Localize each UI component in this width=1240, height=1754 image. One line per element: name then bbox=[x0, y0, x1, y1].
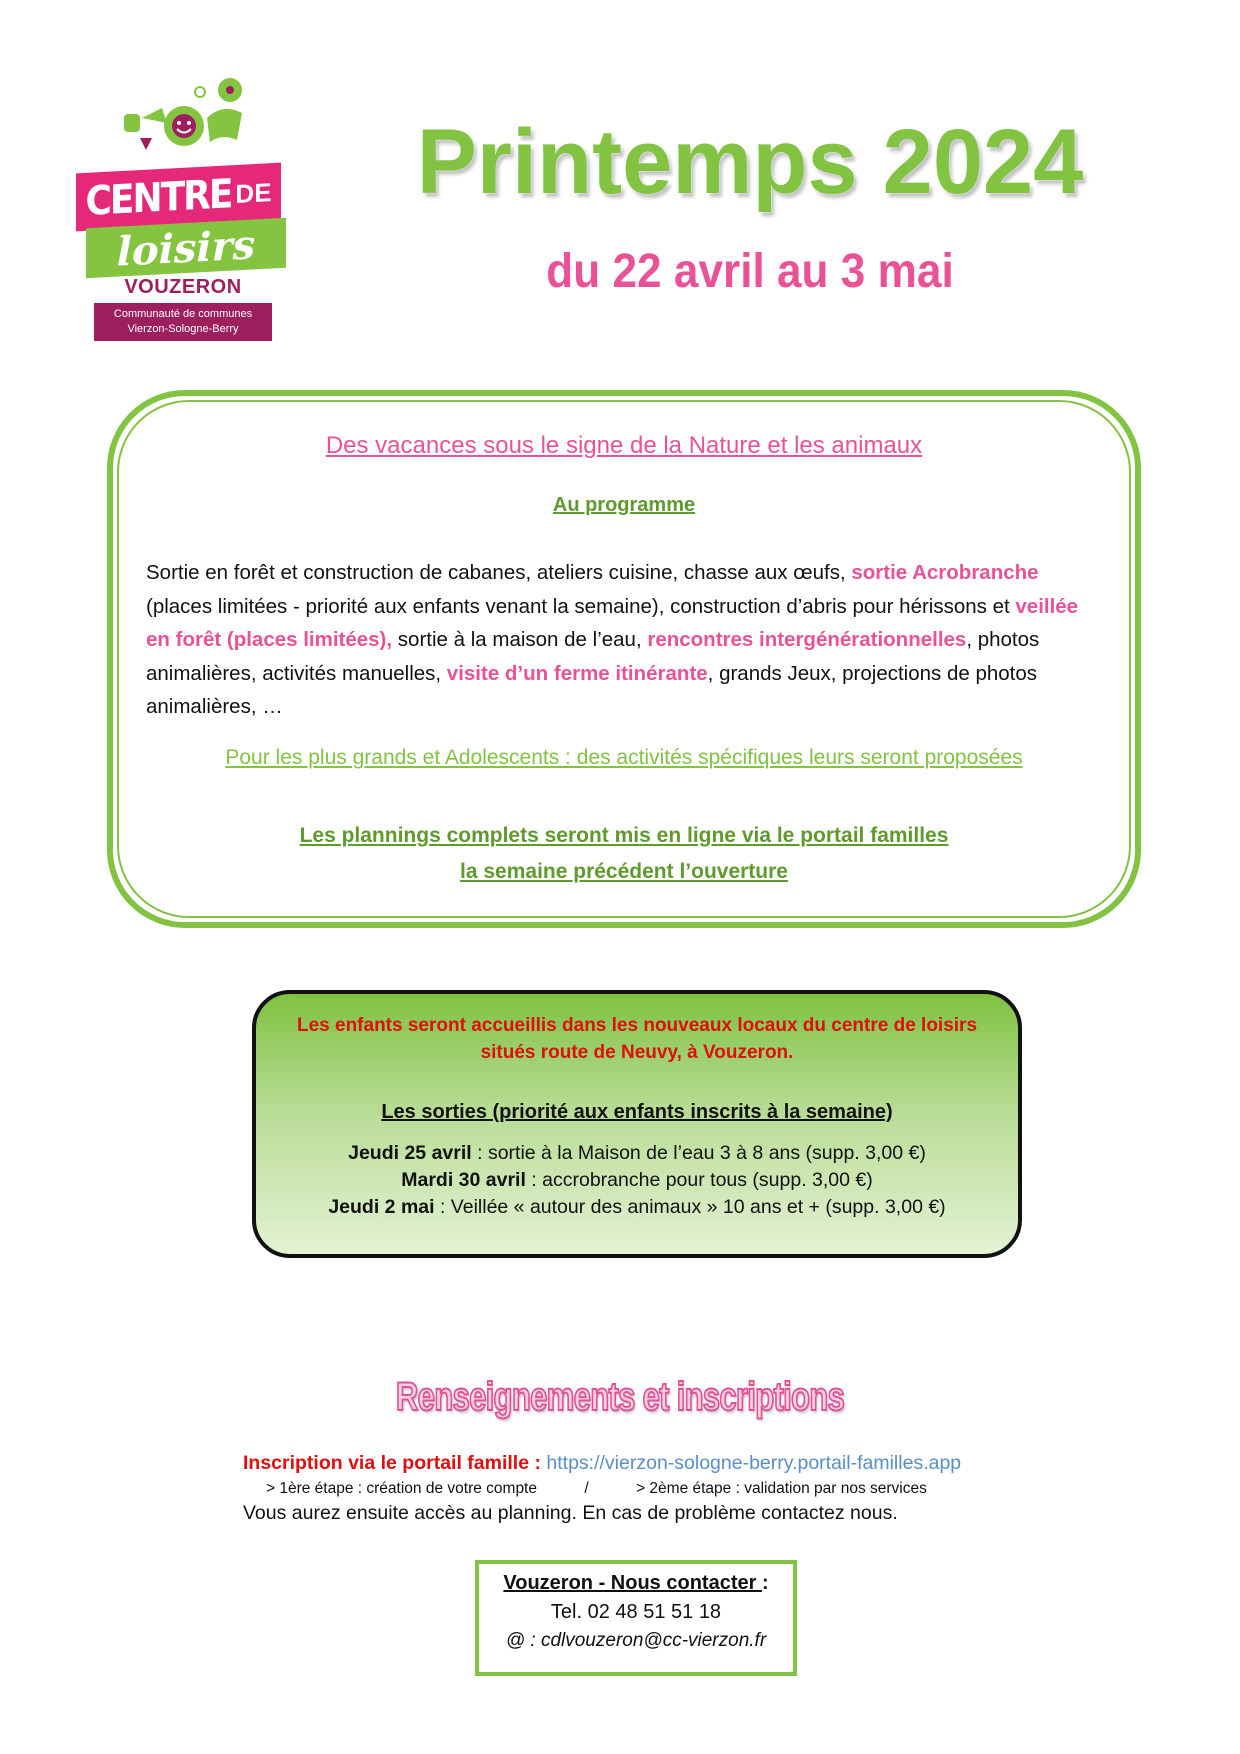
location-notice: Les enfants seront accueillis dans les nouveaux locaux du centre de loisirs situés route de Neuvy, à Vouzeron. bbox=[296, 1015, 978, 1063]
portal-link[interactable]: https://vierzon-sologne-berry.portail-familles.app bbox=[546, 1452, 962, 1474]
highlight-acrobranche: sortie Acrobranche bbox=[851, 561, 1039, 584]
contact-box bbox=[475, 1560, 797, 1676]
registration-heading: Renseignements et inscriptions bbox=[395, 1375, 845, 1419]
program-text: , photos animalières, activités manuelles, bbox=[146, 628, 1040, 685]
contact-phone: Tel. 02 48 51 51 18 bbox=[550, 1601, 722, 1623]
program-text: (places limitées - priorité aux enfants venant la semaine), construction d’abris pour hérissons et bbox=[146, 594, 1016, 618]
highlight-rencontres: rencontres intergénérationnelles bbox=[647, 628, 967, 651]
mascot-icon bbox=[112, 78, 262, 158]
logo-centre-band: CENTRE DE bbox=[76, 163, 281, 232]
highlight-veillee: veillée en forêt (places limitées), bbox=[146, 594, 1079, 651]
outings-title: Les sorties (priorité aux enfants inscrits à la semaine) bbox=[381, 1101, 893, 1123]
contact-email: @ : cdlvouzeron@cc-vierzon.fr bbox=[505, 1630, 767, 1651]
highlight-ferme: visite d’un ferme itinérante bbox=[446, 661, 708, 685]
logo-community: Communauté de communes Vierzon-Sologne-Berry bbox=[94, 303, 272, 341]
outing-item: Mardi 30 avril : accrobranche pour tous (supp. 3,00 €) bbox=[401, 1169, 873, 1191]
planning-note: Les plannings complets seront mis en ligne via le portail familles la semaine précédent l’ouverture bbox=[299, 824, 949, 883]
page-title: Printemps 2024 bbox=[416, 111, 1084, 213]
program-description bbox=[146, 556, 1096, 724]
program-subheading: Au programme bbox=[552, 494, 696, 516]
program-text: , grands Jeux, projections de photos animalières, … bbox=[146, 661, 1038, 718]
logo-town: VOUZERON bbox=[124, 276, 242, 298]
registration-after-text: Vous aurez ensuite accès au planning. En cas de problème contactez nous. bbox=[243, 1502, 898, 1524]
centre-de-loisirs-logo bbox=[76, 78, 290, 342]
program-text: Sortie en forêt et construction de cabanes, ateliers cuisine, chasse aux œufs, bbox=[146, 561, 852, 584]
program-heading: Des vacances sous le signe de la Nature et les animaux bbox=[325, 432, 923, 459]
contact-heading: Vouzeron - Nous contacter : bbox=[503, 1572, 769, 1594]
program-text: sortie à la maison de l’eau, bbox=[392, 628, 648, 651]
teens-note: Pour les plus grands et Adolescents : des activités spécifiques leurs seront proposées bbox=[225, 746, 1023, 769]
outings-list bbox=[252, 1140, 1022, 1221]
date-range: du 22 avril au 3 mai bbox=[546, 245, 954, 298]
outing-item: Jeudi 2 mai : Veillée « autour des animaux » 10 ans et + (supp. 3,00 €) bbox=[328, 1196, 946, 1218]
registration-steps: > 1ère étape : création de votre compte / > 2ème étape : validation par nos services bbox=[266, 1480, 927, 1497]
outing-item: Jeudi 25 avril : sortie à la Maison de l’eau 3 à 8 ans (supp. 3,00 €) bbox=[348, 1142, 926, 1164]
logo-loisirs-band: loisirs bbox=[86, 218, 286, 278]
portal-label: Inscription via le portail famille : bbox=[243, 1452, 547, 1474]
portal-line bbox=[243, 1452, 1063, 1475]
